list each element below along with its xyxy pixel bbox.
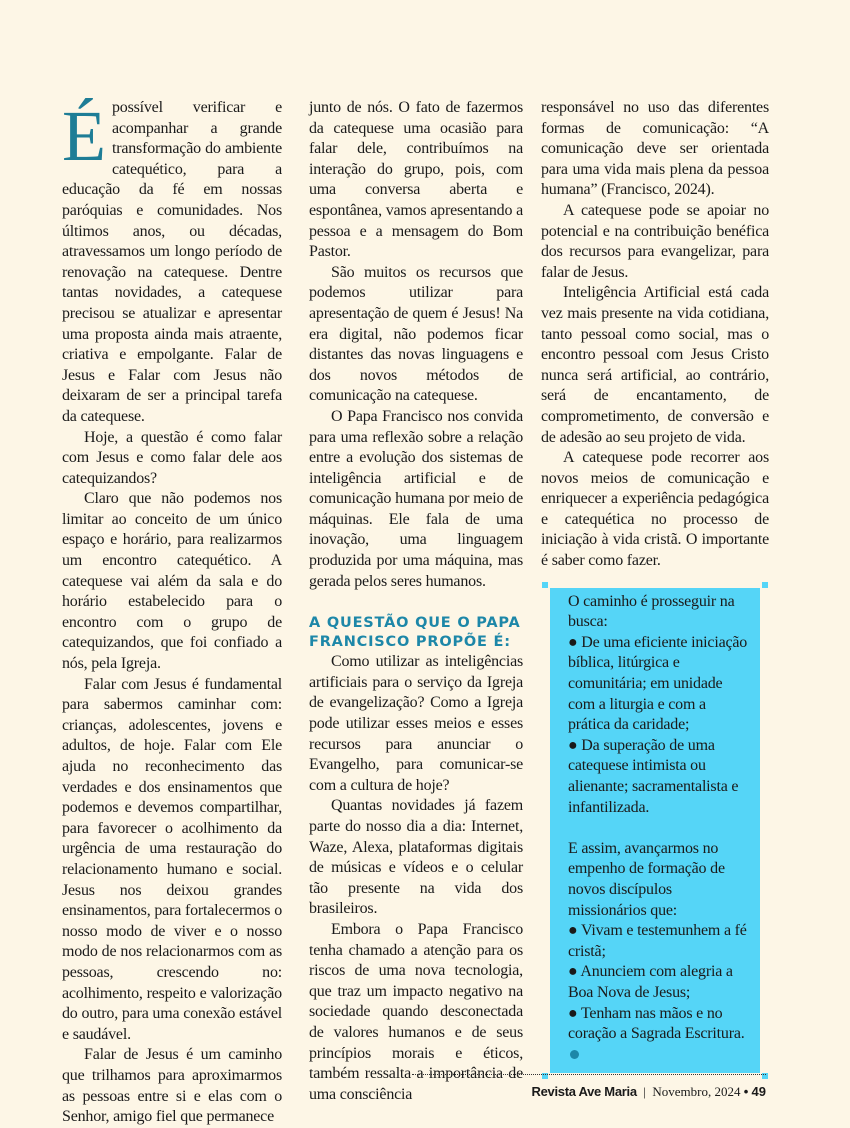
box-item: ● Anunciem com alegria a Boa Nova de Jesus;	[568, 963, 733, 1001]
paragraph: A catequese pode se apoiar no potencial e na contribuição benéfica dos recursos para evangelizar, para falar de Jesus.	[541, 201, 769, 281]
paragraph: responsável no uso das diferentes formas de comunicação: “A comunicação deve ser orientada para uma vida mais plena da pessoa humana” (Francisco, 2024).	[541, 99, 769, 199]
box-item: ● Vivam e testemunhem a fé cristã;	[568, 922, 747, 960]
paragraph	[62, 98, 282, 428]
paragraph: A catequese pode recorrer aos novos meios de comunicação e enriquecer a experiência pedagógica e catequética no processo de iniciação à vida cristã. O importante é saber como fazer.	[541, 449, 769, 570]
footer-separator: |	[643, 1084, 646, 1099]
paragraph: Quantas novidades já fazem parte do nosso dia a dia: Internet, Waze, Alexa, plataformas digitais de músicas e vídeos e o celular tão presente na vida dos brasileiros.	[309, 797, 523, 918]
paragraph: Falar com Jesus é fundamental para sabermos caminhar com: crianças, adolescentes, jovens e adultos, de hoje. Falar com Ele ajuda no reconhecimento das verdades e dos ensinamentos que podemos e devemos compartilhar, para favorecer o acolhimento da urgência de uma restauração do relacionamento humano e social. Jesus nos deixou grandes ensinamentos, para fortalecermos o nosso modo de viver e o nosso modo de nos relacionarmos com as pessoas, crescendo no: acolhimento, respeito e valorização do outro, para uma conexão estável e saudável.	[62, 675, 282, 1043]
paragraph: São muitos os recursos que podemos utilizar para apresentação de quem é Jesus! Na era digital, não podemos ficar distantes das novas linguagens e dos novos métodos de comunicação na catequese.	[309, 263, 523, 405]
footer-bullet: •	[743, 1084, 749, 1099]
box-item: ● Da superação de uma catequese intimista ou alienante; sacramentalista e infantilizada.	[568, 736, 739, 816]
highlight-box	[550, 588, 760, 1074]
paragraph: junto de nós. O fato de fazermos da catequese uma ocasião para falar dele, contribuímos na interação do grupo, pois, com uma conversa aberta e espontânea, vamos apresentando a pessoa e a mensagem do Bom Pastor.	[309, 99, 523, 261]
paragraph: Claro que não podemos nos limitar ao conceito de um único espaço e horário, para realizarmos um encontro catequético. A catequese vai além da sala e do horário estabelecido para o encontro com o grupo de catequizandos, que foi confiado a nós, pela Igreja.	[62, 490, 282, 673]
box-item	[568, 1004, 748, 1066]
box-corner-pixel	[542, 582, 548, 588]
page-footer	[532, 1084, 766, 1100]
page-number: 49	[751, 1084, 766, 1099]
end-mark-icon	[570, 1050, 579, 1059]
box-corner-pixel	[762, 582, 768, 588]
box-intro: O caminho é prosseguir na busca:	[568, 592, 735, 631]
issue-date: Novembro, 2024	[652, 1084, 741, 1099]
column-3	[541, 98, 769, 1073]
paragraph: Inteligência Artificial está cada vez mais presente na vida cotidiana, tanto pessoal como social, mas o encontro pessoal com Jesus Cristo nunca será artificial, ao contrário, será de encantamento, de comprometimento, de conversão e de adesão ao seu projeto de vida.	[541, 284, 769, 446]
paragraph: O Papa Francisco nos convida para uma reflexão sobre a relação entre a evolução dos sistemas de inteligência artificial e de comunicação humana por meio de máquinas. Ele fala de uma inovação, uma linguagem produzida por uma máquina, mas gerada pelos seres humanos.	[309, 407, 523, 590]
column-2	[309, 98, 523, 1105]
paragraph: Falar de Jesus é um caminho que trilhamos para aproximarmos as pessoas entre si e elas com o Senhor, amigo fiel que permanece	[62, 1046, 282, 1126]
footer-divider	[412, 1074, 766, 1075]
paragraph: Embora o Papa Francisco tenha chamado a atenção para os riscos de uma nova tecnologia, que traz um impacto negativo na sociedade quando desconectada de valores humanos e de seus princípios morais e éticos, também ressalta a importância de uma consciência	[309, 920, 523, 1103]
column-1	[62, 98, 282, 1128]
paragraph-text: possível verificar e acompanhar a grande transformação do ambiente catequético, para a educação da fé em nossas paróquias e comunidades. Nos últimos anos, ou décadas, atravessamos um longo período de renovação na catequese. Dentre tantas novidades, a catequese precisou se atualizar e apresentar uma proposta ainda mais atraente, criativa e empolgante. Falar de Jesus e Falar com Jesus não deixaram de ser a principal tarefa da catequese.	[62, 99, 282, 425]
box-item-text: ● Tenham nas mãos e no coração a Sagrada Escritura.	[568, 1004, 745, 1043]
section-heading: A QUESTÃO QUE O PAPA FRANCISCO PROPÕE É:	[309, 615, 521, 651]
magazine-name: Revista Ave Maria	[531, 1084, 637, 1099]
paragraph: Como utilizar as inteligências artificiais para o serviço da Igreja de evangelização? Como a Igreja pode utilizar esses meios e esses recursos para anunciar o Evangelho, para comunicar-se com a cultura de hoje?	[309, 653, 523, 794]
paragraph: Hoje, a questão é como falar com Jesus e como falar dele aos catequizandos?	[62, 428, 282, 487]
box-intro-2: E assim, avançarmos no empenho de formação de novos discípulos missionários que:	[568, 839, 725, 919]
box-item: ● De uma eficiente iniciação bíblica, litúrgica e comunitária; em unidade com a liturgia e com a prática da caridade;	[568, 633, 748, 734]
drop-cap: É	[62, 96, 106, 176]
